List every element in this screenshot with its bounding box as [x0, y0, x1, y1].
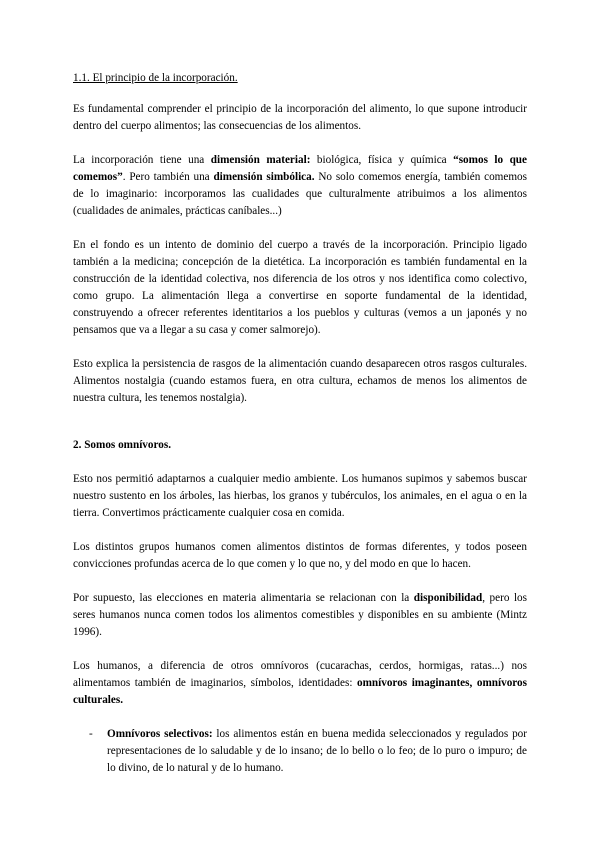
paragraph-omnivoros-imaginantes — [73, 658, 527, 709]
text-run: La incorporación tiene una — [73, 154, 211, 166]
paragraph-incorporacion-intro: Es fundamental comprender el principio de la incorporación del alimento, lo que supone introducir dentro del cuerpo alimentos; las consecuencias de los alimentos. — [73, 103, 527, 132]
text-run: Los humanos, a diferencia de otros omnívoros (cucarachas, cerdos, hormigas, ratas...) nos alimentamos también de imaginarios, símbolos, identidades: — [73, 660, 527, 689]
bold-disponibilidad: disponibilidad — [413, 592, 483, 604]
paragraph-grupos-humanos: Los distintos grupos humanos comen alimentos distintos de formas diferentes, y todos poseen convicciones profundas acerca de lo que comen y lo que no, y del modo en que lo hacen. — [73, 541, 527, 570]
paragraph-dimensiones — [73, 152, 527, 220]
section-heading-incorporacion: 1.1. El principio de la incorporación. — [73, 72, 238, 84]
text-run: , pero los seres humanos nunca comen todos los alimentos comestibles y disponibles en su ambiente (Mintz 1996). — [73, 592, 527, 638]
text-run: . Pero también una — [122, 171, 214, 183]
text-run: biológica, física y química — [310, 154, 454, 166]
bold-dimension-material: dimensión material: — [210, 154, 311, 166]
list-item-text — [107, 726, 527, 777]
bold-omnivoros-imaginantes: omnívoros imaginantes, omnívoros culturales. — [73, 677, 528, 706]
list-item — [89, 726, 527, 777]
paragraph-persistencia: Esto explica la persistencia de rasgos de la alimentación cuando desaparecen otros rasgos culturales. Alimentos nostalgia (cuando estamos fuera, en otra cultura, echamos de menos los alimentos de nuestra cultura, les tenemos nostalgia). — [73, 358, 527, 404]
paragraph-adaptacion: Esto nos permitió adaptarnos a cualquier medio ambiente. Los humanos supimos y sabemos buscar nuestro sustento en los árboles, las hierbas, los granos y tubérculos, los animales, en el agua o en la tierra. Convertimos prácticamente cualquier cosa en comida. — [73, 473, 527, 519]
section-heading-omnivoros: 2. Somos omnívoros. — [73, 439, 172, 451]
text-run: No solo comemos energía, también comemos de lo imaginario: incorporamos las cualidades que culturalmente atribuimos a los alimentos (cualidades de animales, prácticas caníbales...) — [73, 171, 527, 217]
paragraph-dominio-cuerpo: En el fondo es un intento de dominio del cuerpo a través de la incorporación. Principio ligado también a la medicina; concepción de la dietética. La incorporación es también fundamental en la construcción de la identidad colectiva, nos diferencia de los otros y nos identifica como colectivo, como grupo. La alimentación llega a convertirse en soporte fundamental de la identidad, construyendo a ofrecer referentes identitarios a los pueblos y culturas (vemos a un japonés y no pensamos que va a llegar a su casa y comer salmorejo). — [73, 239, 527, 336]
text-run: Por supuesto, las elecciones en materia alimentaria se relacionan con la — [73, 592, 414, 604]
paragraph-disponibilidad — [73, 590, 527, 641]
text-run: los alimentos están en buena medida seleccionados y regulados por representaciones de lo saludable y de lo insano; de lo bello o lo feo; de lo puro o impuro; de lo divino, de lo natural y de lo humano. — [107, 728, 527, 774]
bold-somos-lo-que-comemos: “somos lo que comemos” — [73, 154, 527, 183]
bold-omnivoros-selectivos: Omnívoros selectivos: — [107, 728, 213, 740]
document-body — [73, 70, 527, 777]
list-dash: - — [89, 728, 93, 740]
bold-dimension-simbolica: dimensión simbólica. — [213, 171, 315, 183]
